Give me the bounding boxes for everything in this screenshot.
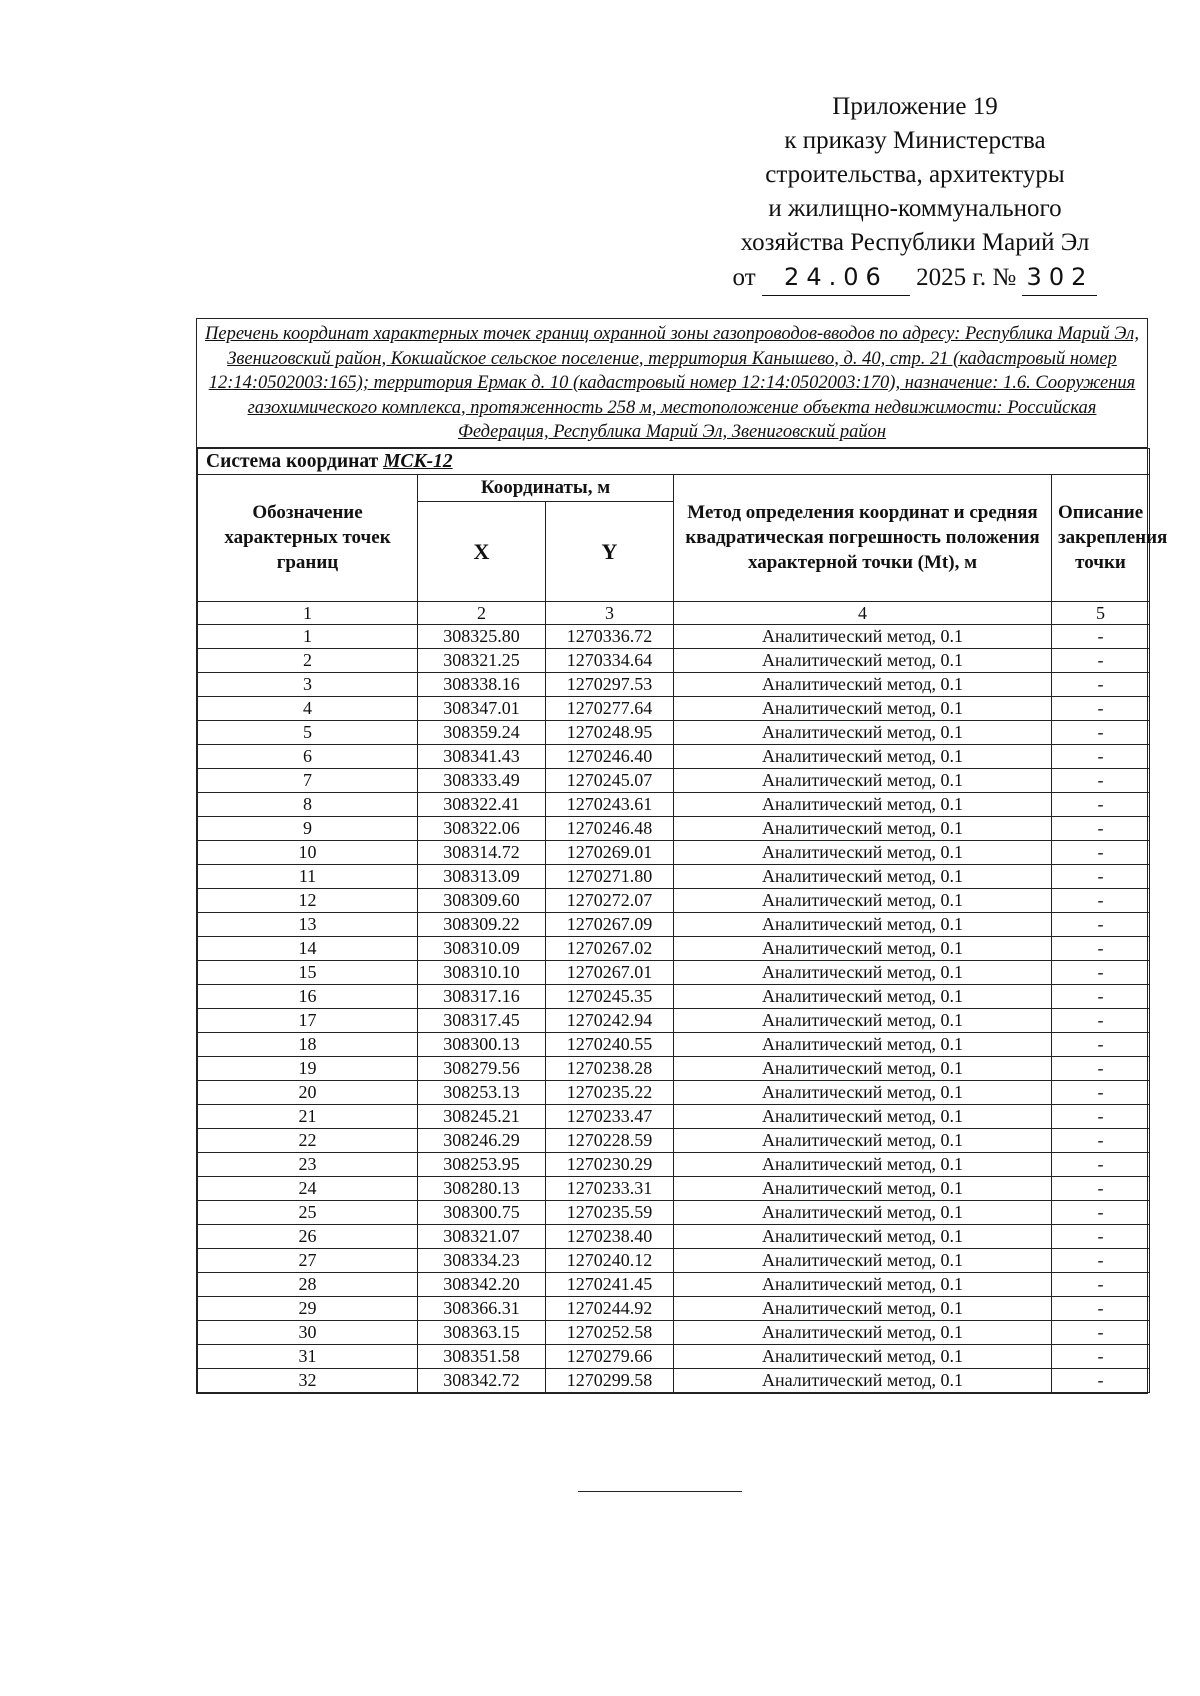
description-cell: -: [1052, 936, 1150, 960]
appendix-title: Приложение 19: [832, 93, 998, 120]
y-coordinate-cell: 1270246.48: [546, 816, 674, 840]
description-cell: -: [1052, 1080, 1150, 1104]
description-cell: -: [1052, 648, 1150, 672]
x-coordinate-cell: 308322.41: [418, 792, 546, 816]
y-coordinate-cell: 1270238.28: [546, 1056, 674, 1080]
table-row: [198, 1320, 1150, 1344]
x-coordinate-cell: 308366.31: [418, 1296, 546, 1320]
y-coordinate-cell: 1270279.66: [546, 1344, 674, 1368]
y-coordinate-cell: 1270244.92: [546, 1296, 674, 1320]
method-cell: Аналитический метод, 0.1: [674, 1272, 1052, 1296]
method-cell: Аналитический метод, 0.1: [674, 1104, 1052, 1128]
header-designation: Обозначение характерных точек границ: [198, 474, 418, 601]
method-cell: Аналитический метод, 0.1: [674, 1056, 1052, 1080]
table-row: [198, 936, 1150, 960]
x-coordinate-cell: 308347.01: [418, 696, 546, 720]
y-coordinate-cell: 1270334.64: [546, 648, 674, 672]
table-row: [198, 1224, 1150, 1248]
x-coordinate-cell: 308338.16: [418, 672, 546, 696]
x-coordinate-cell: 308300.13: [418, 1032, 546, 1056]
x-coordinate-cell: 308351.58: [418, 1344, 546, 1368]
point-number-cell: 31: [198, 1344, 418, 1368]
table-row: [198, 768, 1150, 792]
description-cell: -: [1052, 864, 1150, 888]
description-cell: -: [1052, 912, 1150, 936]
y-coordinate-cell: 1270235.59: [546, 1200, 674, 1224]
table-row: [198, 624, 1150, 648]
method-cell: Аналитический метод, 0.1: [674, 696, 1052, 720]
description-cell: -: [1052, 696, 1150, 720]
method-cell: Аналитический метод, 0.1: [674, 1344, 1052, 1368]
point-number-cell: 23: [198, 1152, 418, 1176]
y-coordinate-cell: 1270233.47: [546, 1104, 674, 1128]
description-cell: -: [1052, 960, 1150, 984]
point-number-cell: 20: [198, 1080, 418, 1104]
point-number-cell: 13: [198, 912, 418, 936]
point-number-cell: 17: [198, 1008, 418, 1032]
description-cell: -: [1052, 1056, 1150, 1080]
description-cell: -: [1052, 624, 1150, 648]
description-cell: -: [1052, 1368, 1150, 1392]
method-cell: Аналитический метод, 0.1: [674, 816, 1052, 840]
method-cell: Аналитический метод, 0.1: [674, 1152, 1052, 1176]
closing-divider: [578, 1491, 742, 1492]
point-number-cell: 1: [198, 624, 418, 648]
table-row: [198, 840, 1150, 864]
y-coordinate-cell: 1270238.40: [546, 1224, 674, 1248]
x-coordinate-cell: 308246.29: [418, 1128, 546, 1152]
order-number-field: [1022, 260, 1097, 296]
order-date-field: [762, 260, 910, 296]
x-coordinate-cell: 308309.60: [418, 888, 546, 912]
method-cell: Аналитический метод, 0.1: [674, 1320, 1052, 1344]
point-number-cell: 12: [198, 888, 418, 912]
table-row: [198, 1200, 1150, 1224]
point-number-cell: 16: [198, 984, 418, 1008]
description-cell: -: [1052, 1248, 1150, 1272]
y-coordinate-cell: 1270246.40: [546, 744, 674, 768]
x-coordinate-cell: 308300.75: [418, 1200, 546, 1224]
y-coordinate-cell: 1270299.58: [546, 1368, 674, 1392]
y-coordinate-cell: 1270245.07: [546, 768, 674, 792]
y-coordinate-cell: 1270243.61: [546, 792, 674, 816]
header-x: X: [418, 501, 546, 601]
description-cell: -: [1052, 888, 1150, 912]
table-row: [198, 720, 1150, 744]
point-number-cell: 25: [198, 1200, 418, 1224]
method-cell: Аналитический метод, 0.1: [674, 1032, 1052, 1056]
x-coordinate-cell: 308279.56: [418, 1056, 546, 1080]
method-cell: Аналитический метод, 0.1: [674, 1224, 1052, 1248]
method-cell: Аналитический метод, 0.1: [674, 888, 1052, 912]
method-cell: Аналитический метод, 0.1: [674, 768, 1052, 792]
x-coordinate-cell: 308342.20: [418, 1272, 546, 1296]
point-number-cell: 5: [198, 720, 418, 744]
table-row: [198, 792, 1150, 816]
table-row: [198, 912, 1150, 936]
coordinate-system: Система координат МСК-12: [198, 448, 1150, 474]
y-coordinate-cell: 1270230.29: [546, 1152, 674, 1176]
description-cell: -: [1052, 1344, 1150, 1368]
description-cell: -: [1052, 1128, 1150, 1152]
description-cell: -: [1052, 1200, 1150, 1224]
header-description: Описание закрепления точки: [1052, 474, 1150, 601]
method-cell: Аналитический метод, 0.1: [674, 1176, 1052, 1200]
x-coordinate-cell: 308359.24: [418, 720, 546, 744]
point-number-cell: 15: [198, 960, 418, 984]
method-cell: Аналитический метод, 0.1: [674, 672, 1052, 696]
table-row: [198, 1176, 1150, 1200]
method-cell: Аналитический метод, 0.1: [674, 864, 1052, 888]
description-cell: -: [1052, 1176, 1150, 1200]
table-row: [198, 1248, 1150, 1272]
y-coordinate-cell: 1270267.01: [546, 960, 674, 984]
table-row: [198, 864, 1150, 888]
point-number-cell: 27: [198, 1248, 418, 1272]
point-number-cell: 32: [198, 1368, 418, 1392]
point-number-cell: 7: [198, 768, 418, 792]
y-coordinate-cell: 1270336.72: [546, 624, 674, 648]
x-coordinate-cell: 308325.80: [418, 624, 546, 648]
x-coordinate-cell: 308317.45: [418, 1008, 546, 1032]
description-cell: -: [1052, 816, 1150, 840]
column-index: 1: [198, 601, 418, 624]
header-y: Y: [546, 501, 674, 601]
point-number-cell: 28: [198, 1272, 418, 1296]
method-cell: Аналитический метод, 0.1: [674, 840, 1052, 864]
point-number-cell: 19: [198, 1056, 418, 1080]
method-cell: Аналитический метод, 0.1: [674, 1080, 1052, 1104]
method-cell: Аналитический метод, 0.1: [674, 912, 1052, 936]
x-coordinate-cell: 308310.09: [418, 936, 546, 960]
y-coordinate-cell: 1270267.09: [546, 912, 674, 936]
method-cell: Аналитический метод, 0.1: [674, 960, 1052, 984]
description-cell: -: [1052, 1008, 1150, 1032]
point-number-cell: 8: [198, 792, 418, 816]
y-coordinate-cell: 1270277.64: [546, 696, 674, 720]
y-coordinate-cell: 1270228.59: [546, 1128, 674, 1152]
x-coordinate-cell: 308280.13: [418, 1176, 546, 1200]
description-cell: -: [1052, 1272, 1150, 1296]
point-number-cell: 30: [198, 1320, 418, 1344]
ministry-line-3: хозяйства Республики Марий Эл: [740, 229, 1090, 256]
method-cell: Аналитический метод, 0.1: [674, 1008, 1052, 1032]
table-row: [198, 1104, 1150, 1128]
column-index: 4: [674, 601, 1052, 624]
x-coordinate-cell: 308341.43: [418, 744, 546, 768]
point-number-cell: 26: [198, 1224, 418, 1248]
ministry-line-2: и жилищно-коммунального: [768, 195, 1062, 222]
table-row: [198, 1296, 1150, 1320]
coordinates-frame: [196, 318, 1168, 1394]
description-cell: -: [1052, 1152, 1150, 1176]
column-index: 5: [1052, 601, 1150, 624]
point-number-cell: 4: [198, 696, 418, 720]
order-reference-line: к приказу Министерства: [784, 127, 1046, 154]
y-coordinate-cell: 1270248.95: [546, 720, 674, 744]
description-cell: -: [1052, 672, 1150, 696]
header-method: Метод определения координат и средняя квадратическая погрешность положения характерной точки (Mt), м: [674, 474, 1052, 601]
x-coordinate-cell: 308321.07: [418, 1224, 546, 1248]
method-cell: Аналитический метод, 0.1: [674, 1128, 1052, 1152]
description-cell: -: [1052, 1320, 1150, 1344]
method-cell: Аналитический метод, 0.1: [674, 1368, 1052, 1392]
description-cell: -: [1052, 1224, 1150, 1248]
y-coordinate-cell: 1270271.80: [546, 864, 674, 888]
description-cell: -: [1052, 792, 1150, 816]
x-coordinate-cell: 308333.49: [418, 768, 546, 792]
ministry-line-1: строительства, архитектуры: [765, 161, 1065, 188]
order-year-label: 2025 г. №: [916, 264, 1017, 291]
x-coordinate-cell: 308363.15: [418, 1320, 546, 1344]
table-row: [198, 1008, 1150, 1032]
date-prefix: от: [732, 264, 756, 291]
y-coordinate-cell: 1270267.02: [546, 936, 674, 960]
y-coordinate-cell: 1270235.22: [546, 1080, 674, 1104]
table-row: [198, 888, 1150, 912]
description-cell: -: [1052, 1296, 1150, 1320]
table-row: [198, 1032, 1150, 1056]
x-coordinate-cell: 308309.22: [418, 912, 546, 936]
description-cell: -: [1052, 744, 1150, 768]
x-coordinate-cell: 308334.23: [418, 1248, 546, 1272]
description-cell: -: [1052, 984, 1150, 1008]
table-title: Перечень координат характерных точек границ охранной зоны газопроводов-вводов по адресу: Республика Марий Эл, Звениговский район, Кокшайское сельское поселение, территория Канышево, д. 40, стр. 21 (кадастровый номер 12:14:0502003:165); территория Ермак д. 10 (кадастровый номер 12:14:0502003:170), назначение: 1.6. Сооружения газохимического комплекса, протяженность 258 м, местоположение объекта недвижимости: Российская Федерация, Республика Марий Эл, Звениговский район: [197, 319, 1147, 448]
table-row: [198, 1344, 1150, 1368]
description-cell: -: [1052, 840, 1150, 864]
x-coordinate-cell: 308253.95: [418, 1152, 546, 1176]
y-coordinate-cell: 1270272.07: [546, 888, 674, 912]
order-header: [700, 90, 1130, 296]
method-cell: Аналитический метод, 0.1: [674, 1248, 1052, 1272]
method-cell: Аналитический метод, 0.1: [674, 648, 1052, 672]
point-number-cell: 10: [198, 840, 418, 864]
description-cell: -: [1052, 1104, 1150, 1128]
point-number-cell: 18: [198, 1032, 418, 1056]
y-coordinate-cell: 1270233.31: [546, 1176, 674, 1200]
point-number-cell: 6: [198, 744, 418, 768]
table-row: [198, 696, 1150, 720]
y-coordinate-cell: 1270252.58: [546, 1320, 674, 1344]
x-coordinate-cell: 308310.10: [418, 960, 546, 984]
description-cell: -: [1052, 720, 1150, 744]
table-row: [198, 1152, 1150, 1176]
method-cell: Аналитический метод, 0.1: [674, 984, 1052, 1008]
handwritten-number: 302: [1026, 263, 1094, 291]
coordinates-table: [197, 448, 1168, 1393]
x-coordinate-cell: 308245.21: [418, 1104, 546, 1128]
x-coordinate-cell: 308313.09: [418, 864, 546, 888]
order-date-line: [700, 260, 1130, 296]
y-coordinate-cell: 1270241.45: [546, 1272, 674, 1296]
point-number-cell: 29: [198, 1296, 418, 1320]
table-row: [198, 816, 1150, 840]
column-index: 2: [418, 601, 546, 624]
point-number-cell: 11: [198, 864, 418, 888]
y-coordinate-cell: 1270269.01: [546, 840, 674, 864]
point-number-cell: 21: [198, 1104, 418, 1128]
method-cell: Аналитический метод, 0.1: [674, 744, 1052, 768]
point-number-cell: 2: [198, 648, 418, 672]
y-coordinate-cell: 1270297.53: [546, 672, 674, 696]
table-row: [198, 672, 1150, 696]
point-number-cell: 3: [198, 672, 418, 696]
x-coordinate-cell: 308253.13: [418, 1080, 546, 1104]
table-row: [198, 1080, 1150, 1104]
x-coordinate-cell: 308321.25: [418, 648, 546, 672]
y-coordinate-cell: 1270240.12: [546, 1248, 674, 1272]
x-coordinate-cell: 308342.72: [418, 1368, 546, 1392]
handwritten-date: 24.06: [784, 263, 888, 291]
y-coordinate-cell: 1270245.35: [546, 984, 674, 1008]
coordinate-system-value: МСК-12: [383, 450, 453, 472]
table-row: [198, 1272, 1150, 1296]
table-row: [198, 1128, 1150, 1152]
x-coordinate-cell: 308317.16: [418, 984, 546, 1008]
table-row: [198, 648, 1150, 672]
method-cell: Аналитический метод, 0.1: [674, 1296, 1052, 1320]
point-number-cell: 22: [198, 1128, 418, 1152]
method-cell: Аналитический метод, 0.1: [674, 720, 1052, 744]
x-coordinate-cell: 308322.06: [418, 816, 546, 840]
y-coordinate-cell: 1270240.55: [546, 1032, 674, 1056]
table-row: [198, 960, 1150, 984]
column-index: 3: [546, 601, 674, 624]
table-row: [198, 1056, 1150, 1080]
method-cell: Аналитический метод, 0.1: [674, 936, 1052, 960]
table-row: [198, 984, 1150, 1008]
method-cell: Аналитический метод, 0.1: [674, 792, 1052, 816]
table-row: [198, 744, 1150, 768]
method-cell: Аналитический метод, 0.1: [674, 1200, 1052, 1224]
table-row: [198, 1368, 1150, 1392]
coordinate-rows: [198, 624, 1150, 1392]
x-coordinate-cell: 308314.72: [418, 840, 546, 864]
point-number-cell: 9: [198, 816, 418, 840]
method-cell: Аналитический метод, 0.1: [674, 624, 1052, 648]
point-number-cell: 14: [198, 936, 418, 960]
description-cell: -: [1052, 768, 1150, 792]
description-cell: -: [1052, 1032, 1150, 1056]
header-coordinates: Координаты, м: [418, 474, 674, 501]
y-coordinate-cell: 1270242.94: [546, 1008, 674, 1032]
column-index-row: [198, 601, 1150, 624]
point-number-cell: 24: [198, 1176, 418, 1200]
